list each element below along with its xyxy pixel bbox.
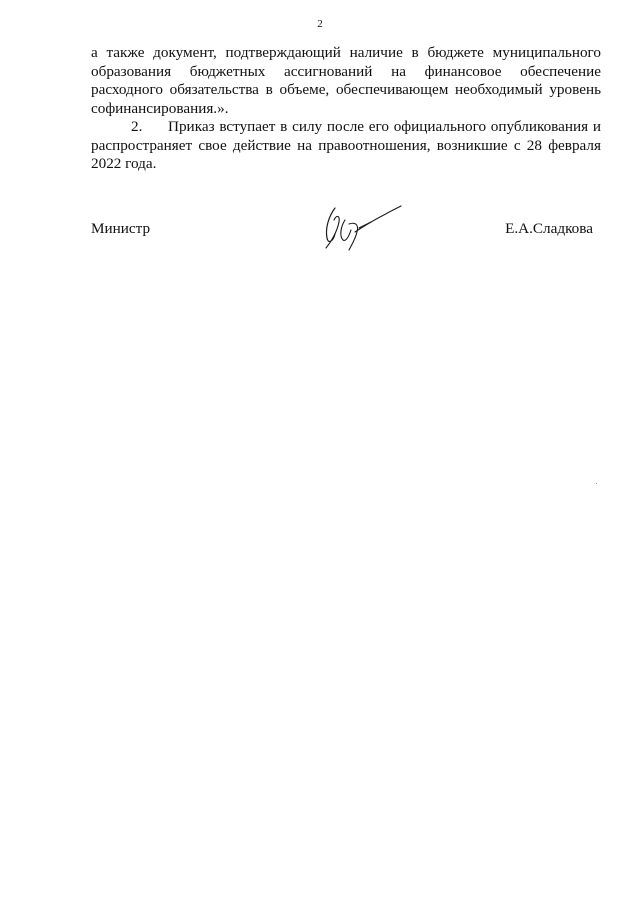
scan-speck [596, 483, 597, 484]
signature-block [91, 218, 601, 258]
signatory-title: Министр [91, 220, 151, 237]
paragraph-number: 2. [131, 118, 143, 135]
handwritten-signature [315, 202, 405, 258]
paragraph-text: Приказ вступает в силу после его официального опубликования и распространяет свое действие на правоотношения, возникшие с 28 февраля 2022 года. [91, 118, 601, 172]
continuation-paragraph: а также документ, подтверждающий наличие в бюджете муниципального образования бюджетных ассигнований на финансовое обеспечение расходного обязательства в объеме, обеспечивающем необходимый уровень софинансирования.». [91, 44, 601, 117]
signatory-name: Е.А.Сладкова [505, 220, 593, 237]
paragraph-item-2 [91, 118, 601, 174]
document-body [91, 44, 601, 174]
page-number: 2 [317, 18, 323, 30]
